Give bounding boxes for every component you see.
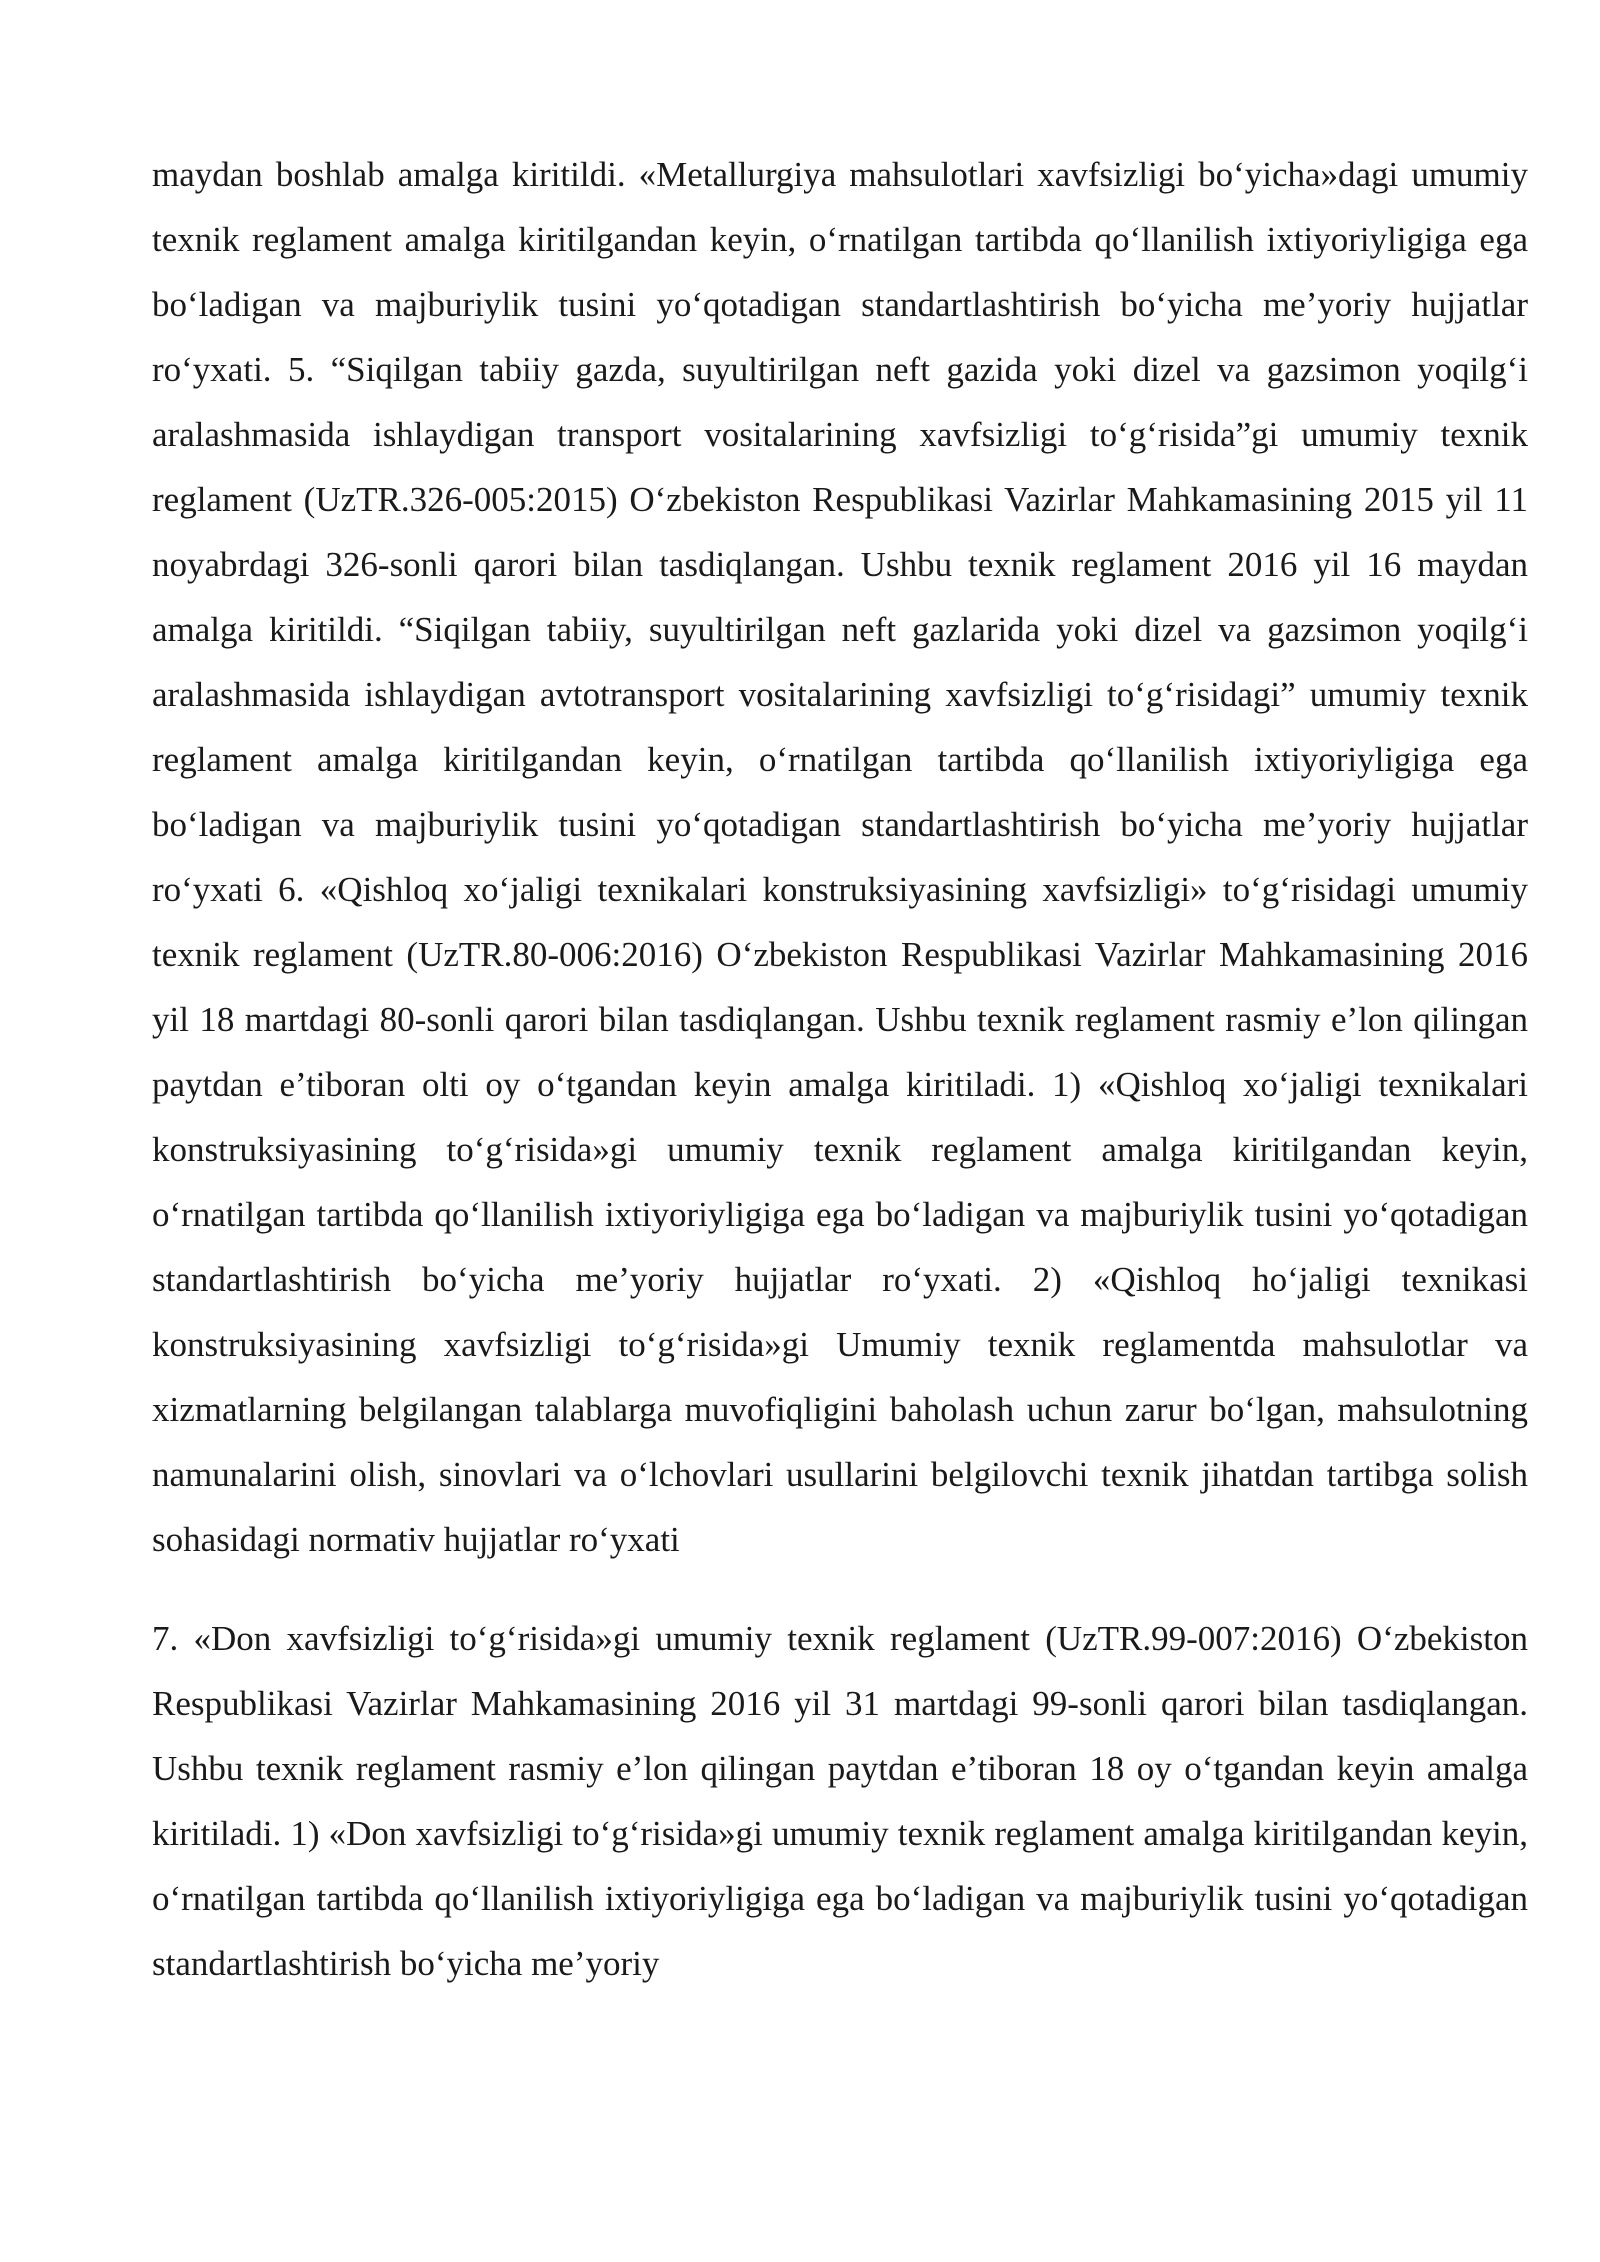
document-page (152, 142, 1528, 1996)
paragraph-don-xavfsizligi-7: 7. «Don xavfsizligi to‘g‘risida»gi umumiy texnik reglament (UzTR.99-007:2016) O‘zbekiston Respublikasi Vazirlar Mahkamasining 2016 yil 31 martdagi 99-sonli qarori bilan tasdiqlangan. Ushbu texnik reglament rasmiy e’lon qilingan paytdan e’tiboran 18 oy o‘tgandan keyin amalga kiritiladi. 1) «Don xavfsizligi to‘g‘risida»gi umumiy texnik reglament amalga kiritilgandan keyin, o‘rnatilgan tartibda qo‘llanilish ixtiyoriyligiga ega bo‘ladigan va majburiylik tusini yo‘qotadigan standartlashtirish bo‘yicha me’yoriy (152, 1619, 1528, 1983)
paragraph-standards-list-5-6: maydan boshlab amalga kiritildi. «Metallurgiya mahsulotlari xavfsizligi bo‘yicha»dagi umumiy texnik reglament amalga kiritilgandan keyin, o‘rnatilgan tartibda qo‘llanilish ixtiyoriyligiga ega bo‘ladigan va majburiylik tusini yo‘qotadigan standartlashtirish bo‘yicha me’yoriy hujjatlar ro‘yxati. 5. “Siqilgan tabiiy gazda, suyultirilgan neft gazida yoki dizel va gazsimon yoqilg‘i aralashmasida ishlaydigan transport vositalarining xavfsizligi to‘g‘risida”gi umumiy texnik reglament (UzTR.326-005:2015) O‘zbekiston Respublikasi Vazirlar Mahkamasining 2015 yil 11 noyabrdagi 326-sonli qarori bilan tasdiqlangan. Ushbu texnik reglament 2016 yil 16 maydan amalga kiritildi. “Siqilgan tabiiy, suyultirilgan neft gazlarida yoki dizel va gazsimon yoqilg‘i aralashmasida ishlaydigan avtotransport vositalarining xavfsizligi to‘g‘risidagi” umumiy texnik reglament amalga kiritilgandan keyin, o‘rnatilgan tartibda qo‘llanilish ixtiyoriyligiga ega bo‘ladigan va majburiylik tusini yo‘qotadigan standartlashtirish bo‘yicha me’yoriy hujjatlar ro‘yxati 6. «Qishloq xo‘jaligi texnikalari konstruksiyasining xavfsizligi» to‘g‘risidagi umumiy texnik reglament (UzTR.80-006:2016) O‘zbekiston Respublikasi Vazirlar Mahkamasining 2016 yil 18 martdagi 80-sonli qarori bilan tasdiqlangan. Ushbu texnik reglament rasmiy e’lon qilingan paytdan e’tiboran olti oy o‘tgandan keyin amalga kiritiladi. 1) «Qishloq xo‘jaligi texnikalari konstruksiyasining to‘g‘risida»gi umumiy texnik reglament amalga kiritilgandan keyin, o‘rnatilgan tartibda qo‘llanilish ixtiyoriyligiga ega bo‘ladigan va majburiylik tusini yo‘qotadigan standartlashtirish bo‘yicha me’yoriy hujjatlar ro‘yxati. 2) «Qishloq ho‘jaligi texnikasi konstruksiyasining xavfsizligi to‘g‘risida»gi Umumiy texnik reglamentda mahsulotlar va xizmatlarning belgilangan talablarga muvofiqligini baholash uchun zarur bo‘lgan, mahsulotning namunalarini olish, sinovlari va o‘lchovlari usullarini belgilovchi texnik jihatdan tartibga solish sohasidagi normativ hujjatlar ro‘yxati (152, 155, 1528, 1559)
